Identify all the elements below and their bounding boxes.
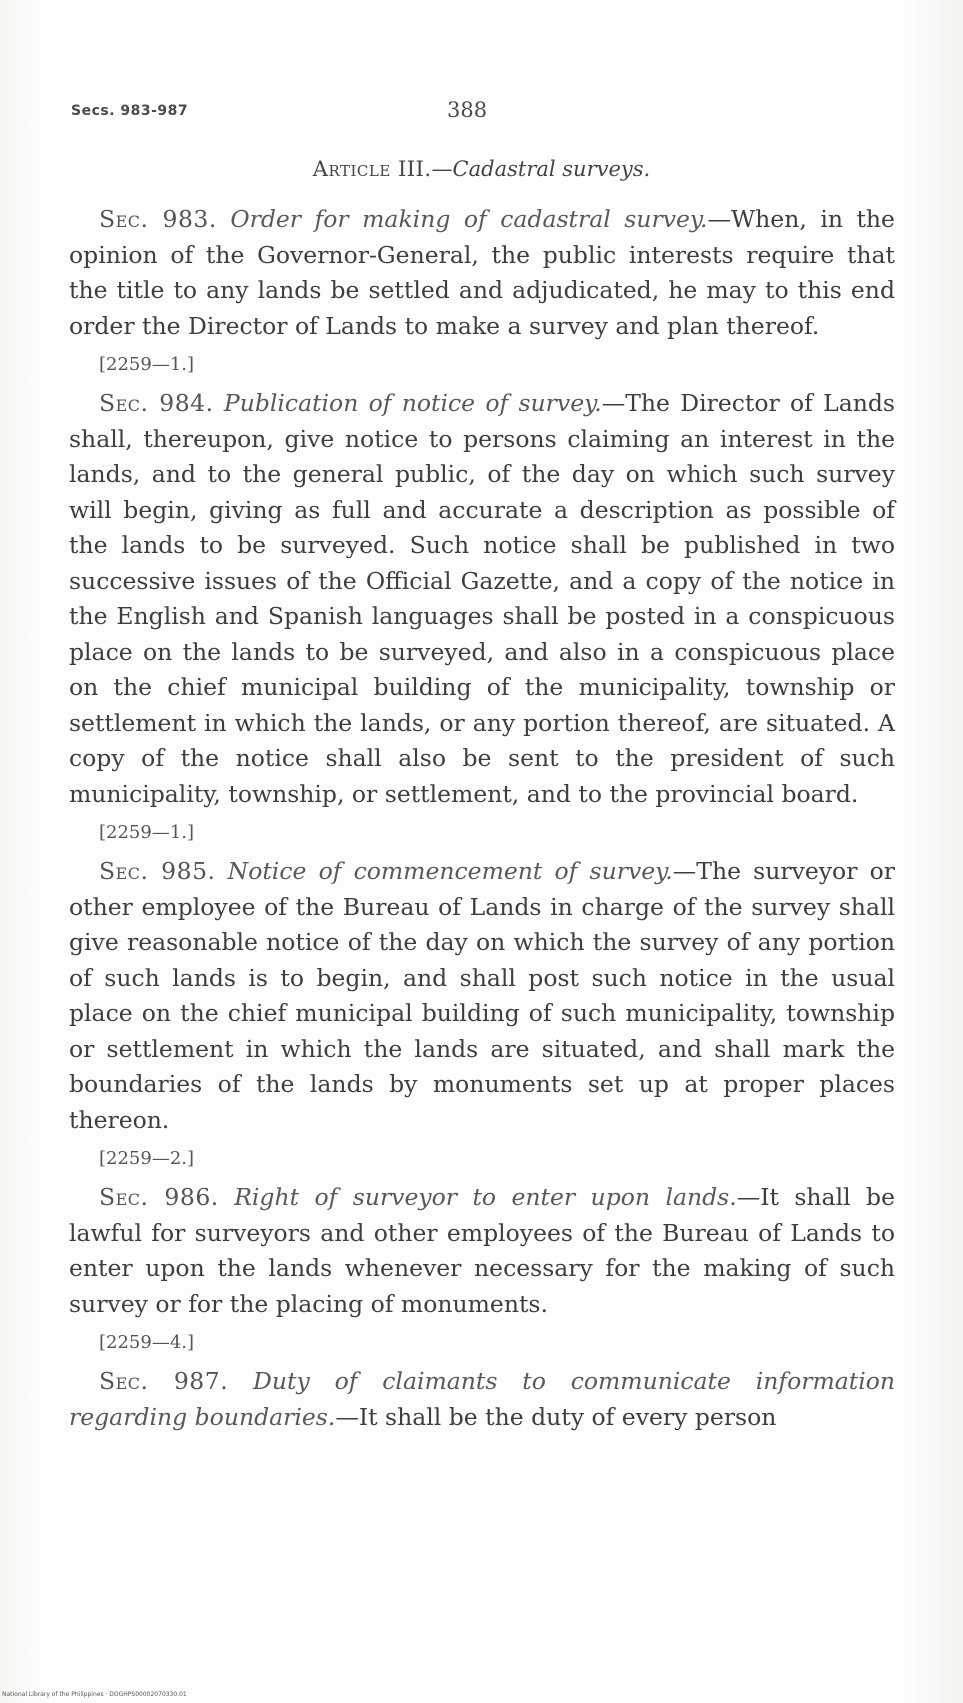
section-label: Sec. 984.	[99, 389, 214, 417]
section-label: Sec. 986.	[99, 1183, 219, 1211]
section-label: Sec. 987.	[99, 1367, 229, 1395]
section-title: Publication of notice of survey.	[223, 389, 602, 417]
section-983	[69, 202, 895, 344]
document-body	[69, 202, 895, 1435]
section-text: —The Director of Lands shall, thereupon, give notice to persons claiming an interest in the lands, and to the general public, of the day on which such survey will begin, giving as full and accurate a description as possible of the lands to be surveyed. Such notice shall be published in two successive issues of the Official Gazette, and a copy of the notice in the English and Spanish languages shall be posted in a conspicuous place on the lands to be surveyed, and also in a conspicuous place on the chief municipal building of the municipality, township or settlement in which the lands, or any portion thereof, are situated. A copy of the notice shall also be sent to the president of such municipality, township, or settlement, and to the provincial board.	[69, 389, 895, 808]
page-number: 388	[447, 98, 488, 122]
section-title: Right of surveyor to enter upon lands.	[234, 1183, 737, 1211]
section-984	[69, 386, 895, 812]
section-label: Sec. 983.	[99, 205, 217, 233]
citation: [2259—2.]	[99, 1148, 195, 1169]
citation: [2259—4.]	[99, 1332, 195, 1353]
citation: [2259—1.]	[99, 354, 195, 375]
section-text: —When, in the opinion of the Governor-General, the public interests require that the title to any lands be settled and adjudicated, he may to this end order the Director of Lands to make a survey and plan thereof.	[69, 205, 895, 340]
section-text: —The surveyor or other employee of the Bureau of Lands in charge of the survey shall give reasonable notice of the day on which the survey of any portion of such lands is to begin, and shall post such notice in the usual place on the chief municipal building of such municipality, township or settlement in which the lands are situated, and shall mark the boundaries of the lands by monuments set up at proper places thereon.	[69, 857, 895, 1134]
section-986	[69, 1180, 895, 1322]
article-title	[0, 157, 963, 181]
section-title: Order for making of cadastral survey.	[230, 205, 708, 233]
section-987	[69, 1364, 895, 1435]
section-985	[69, 854, 895, 1138]
section-range: Secs. 983-987	[71, 103, 189, 119]
section-label: Sec. 985.	[99, 857, 216, 885]
article-label: Article III.	[312, 157, 432, 181]
citation: [2259—1.]	[99, 822, 195, 843]
running-head	[0, 98, 963, 128]
scan-footer: National Library of the Philippines · DOGHPS00002070330.01	[2, 1691, 187, 1698]
section-title: Duty of claimants to communicate information regarding boundaries.	[69, 1367, 895, 1431]
section-title: Notice of commencement of survey.	[227, 857, 673, 885]
article-subject: —Cadastral surveys.	[431, 157, 651, 181]
section-text: —It shall be the duty of every person	[335, 1402, 777, 1431]
section-text: —It shall be lawful for surveyors and other employees of the Bureau of Lands to enter upon the lands whenever necessary for the making of such survey or for the placing of monuments.	[69, 1183, 895, 1318]
